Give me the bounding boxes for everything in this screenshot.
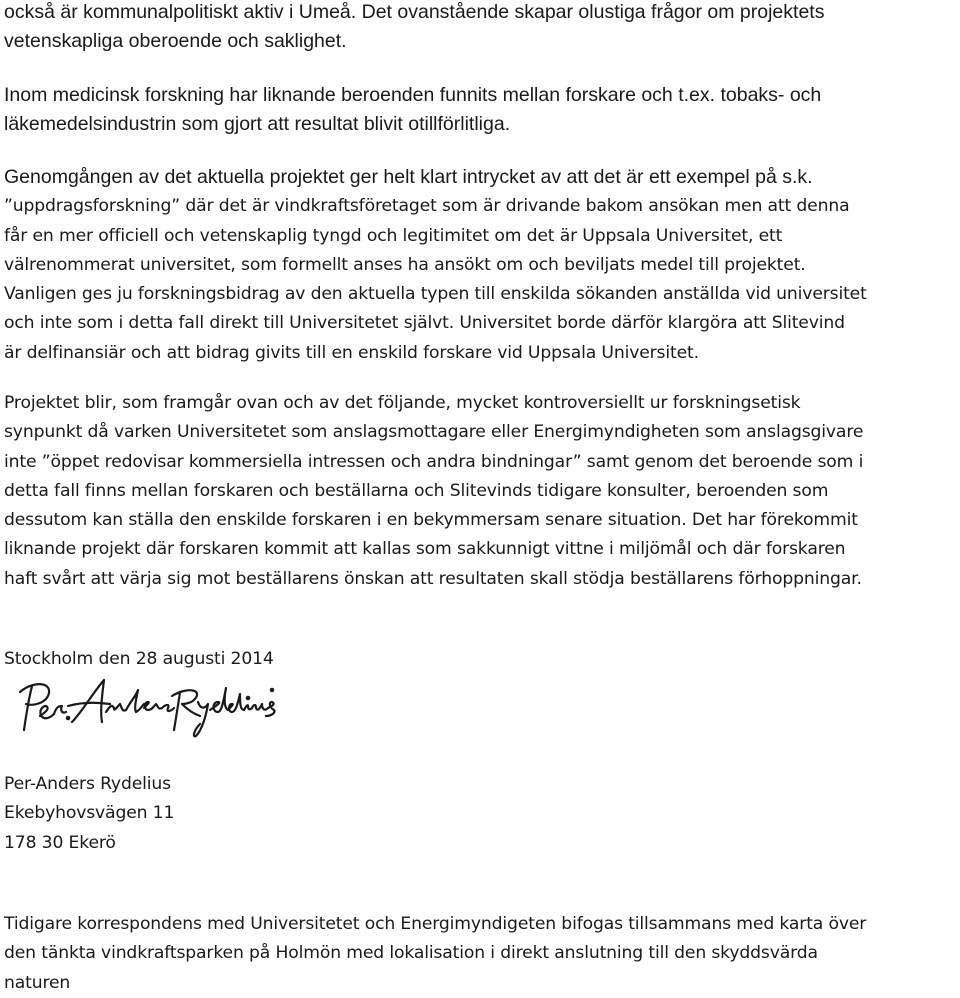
text-line: Genomgången av det aktuella projektet ger helt klart intrycket av att det är ett exempel på s.k.: [4, 166, 813, 188]
footer-paragraph: [4, 910, 866, 998]
place-date: Stockholm den 28 augusti 2014: [4, 649, 274, 669]
paragraph-3: [4, 163, 867, 368]
text-line: den tänkta vindkraftsparken på Holmön med lokalisation i direkt anslutning till den skyddsvärda: [4, 943, 818, 964]
paragraph-2: [4, 81, 821, 139]
text-line: dessutom kan ställa den enskilde forskaren i en bekymmersam senare situation. Det har förekommit: [4, 510, 858, 531]
text-line: Tidigare korrespondens med Universitetet och Energimyndigeten bifogas tillsammans med karta över: [4, 914, 867, 934]
sender-name: Per-Anders Rydelius: [4, 774, 171, 794]
paragraph-4: [4, 389, 863, 594]
paragraph-1: [4, 0, 824, 56]
text-line: är delfinansiär och att bidrag givits till en enskild forskare vid Uppsala Universitet.: [4, 342, 699, 363]
text-line: Vanligen ges ju forskningsbidrag av den aktuella typen till enskilda sökanden anställda vid universitet: [4, 284, 867, 305]
text-line: liknande projekt där forskaren kommit att kallas som sakkunnigt vittne i miljömål och där forskaren: [4, 539, 846, 560]
text-line: får en mer officiell och vetenskaplig tyngd och legitimitet om det är Uppsala Universitet, ett: [4, 225, 783, 246]
text-line: välrenommerat universitet, som formellt anses ha ansökt om och beviljats medel till projektet.: [4, 254, 806, 275]
handwritten-signature: [10, 672, 280, 744]
text-line: detta fall finns mellan forskaren och beställarna och Slitevinds tidigare konsulter, beroenden som: [4, 480, 829, 501]
text-line: Inom medicinsk forskning har liknande beroenden funnits mellan forskare och t.ex. tobaks- och: [4, 84, 822, 106]
text-line: ”uppdragsforskning” där det är vindkraftsföretaget som är drivande bakom ansökan men att denna: [4, 196, 850, 217]
text-line: läkemedelsindustrin som gjort att resultat blivit otillförlitliga.: [4, 113, 511, 135]
text-line: Projektet blir, som framgår ovan och av det följande, mycket kontroversiellt ur forskningsetisk: [4, 393, 801, 413]
text-line: haft svårt att värja sig mot beställarens önskan att resultaten skall stödja beställarens förhoppningar.: [4, 568, 862, 589]
text-line: och inte som i detta fall direkt till Universitetet självt. Universitet borde därför klargöra att Slitevind: [4, 313, 845, 334]
sender-address: [4, 770, 174, 858]
sender-postal: 178 30 Ekerö: [4, 832, 116, 853]
text-line: synpunkt då varken Universitetet som anslagsmottagare eller Energimyndigheten som anslagsgivare: [4, 422, 864, 443]
text-line: vetenskapliga oberoende och saklighet.: [4, 30, 347, 52]
text-line: naturen: [4, 972, 71, 993]
text-line: också är kommunalpolitiskt aktiv i Umeå. Det ovanstående skapar olustiga frågor om projektets: [4, 1, 825, 23]
sender-street: Ekebyhovsvägen 11: [4, 803, 175, 824]
text-line: inte ”öppet redovisar kommersiella intressen och andra bindningar” samt genom det beroende som i: [4, 451, 864, 472]
